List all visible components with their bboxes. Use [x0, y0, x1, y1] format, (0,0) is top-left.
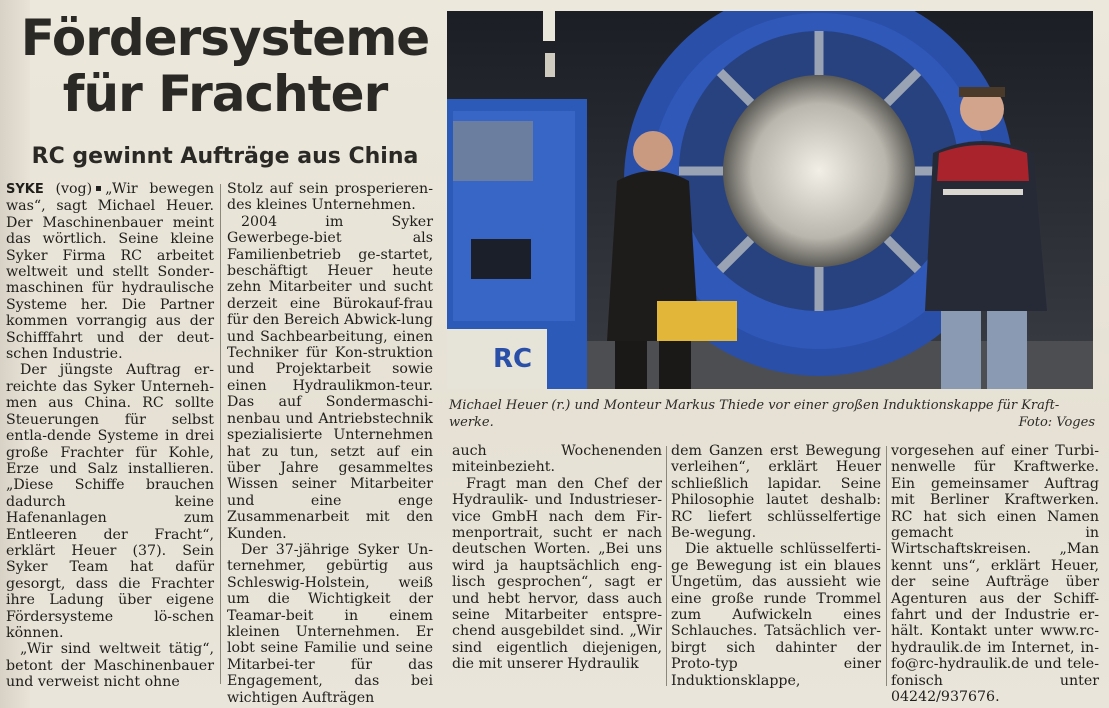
bullet-icon: [96, 186, 101, 191]
article-headline: [10, 10, 440, 122]
dateline: SYKE: [6, 182, 44, 197]
column-rule: [220, 184, 221, 684]
paragraph: auch Wochenenden miteinbezieht.: [452, 443, 662, 476]
article-column-3: [452, 443, 662, 673]
column-rule: [886, 446, 887, 686]
rc-sign-text: RC: [493, 344, 533, 374]
photo-illustration: [447, 11, 1093, 389]
article-column-5: [891, 443, 1099, 706]
headline-line-1: Fördersysteme: [20, 9, 430, 67]
paragraph: Die aktuelle schlüsselferti-ge Bewegung ist ein blaues Ungetüm, das aussieht wie eine große runde Trommel zum Aufwickeln eines Schlauches. Tatsächlich ver-birgt sich dahinter der Proto-typ einer Induktionsklappe,: [671, 541, 881, 689]
article-column-4: [671, 443, 881, 689]
paragraph-text: „Wir bewegen was“, sagt Michael Heuer. Der Maschinenbauer meint das wörtlich. Seine kleine Syker Firma RC arbeitet weltweit und stellt Sonder-maschinen für hydraulische Systeme her. Die Partner kommen vorrangig aus der Schifffahrt und der deut-schen Industrie.: [6, 181, 215, 363]
paragraph: dem Ganzen erst Bewegung verleihen“, erklärt Heuer schließlich lapidar. Seine Philosophie lautet deshalb: RC liefert schlüsselfertige Be-wegung.: [671, 443, 881, 542]
paragraph: vorgesehen auf einer Turbi-nenwelle für Kraftwerke. Ein gemeinsamer Auftrag mit Berliner Kraftwerken. RC hat sich einen Namen gemacht in Wirtschaftskreisen. „Man kennt uns“, erklärt Heuer, der seine Aufträge über Agenturen aus der Schiff-fahrt und der Industrie er-hält. Kontakt unter www.rc-hydraulik.de im Internet, in-fo@rc-hydraulik.de und tele-fonisch unter 04242/937676.: [891, 443, 1099, 706]
photo-caption: [449, 397, 1095, 431]
article-column-1: [6, 181, 214, 691]
photo-credit: Foto: Voges: [1018, 415, 1095, 430]
paragraph: Fragt man den Chef der Hydraulik- und Industrieser-vice GmbH nach dem Fir-menportrait, sucht er nach deutschen Worten. „Bei uns wird ja hauptsächlich eng-lisch gesprochen“, sagt er und hebt hervor, dass auch seine Mitarbeiter entspre-chend ausgebildet sind. „Wir sind eigentlich diejenigen, die mit unserer Hydraulik: [452, 475, 662, 673]
paragraph: „Wir sind weltweit tätig“, betont der Maschinenbauer und verweist nicht ohne: [6, 641, 214, 691]
article-photo: [447, 11, 1093, 389]
article-subhead: RC gewinnt Aufträge aus China: [31, 144, 419, 169]
article-column-2: [227, 181, 433, 706]
caption-text: Michael Heuer (r.) und Monteur Markus Thiede vor einer großen Induktionskappe für Kraft-werke.: [449, 398, 1060, 430]
paragraph: 2004 im Syker Gewerbege-biet als Familienbetrieb ge-startet, beschäftigt Heuer heute zehn Mitarbeiter und sucht derzeit eine Bürokauf-frau für den Bereich Abwick-lung und Sachbearbeitung, einen Techniker für Kon-struktion und Projektarbeit sowie einen Hydraulikmon-teur. Das auf Sondermaschi-nenbau und Antriebstechnik spezialisierte Unternehmen hat zu tun, setzt auf ein über Jahre gesammeltes Wissen seiner Mitarbeiter und eine enge Zusammenarbeit mit den Kunden.: [227, 213, 433, 542]
byline: (vog): [55, 181, 93, 197]
headline-line-2: für Frachter: [62, 65, 388, 123]
column-rule: [666, 446, 667, 686]
paragraph: Der 37-jährige Syker Un-ternehmer, gebürtig aus Schleswig-Holstein, weiß um die Wichtigkeit der Teamar-beit in einem kleinen Unternehmen. Er lobt seine Familie und seine Mitarbei-ter für das Engagement, das bei wichtigen Aufträgen: [227, 541, 433, 706]
paragraph: Stolz auf sein prosperieren-des kleines Unternehmen.: [227, 181, 433, 214]
paragraph: Der jüngste Auftrag er-reichte das Syker Unterneh-men aus China. RC sollte Steuerungen für selbst entla-dende Systeme in drei große Frachter für Kohle, Erze und Salz installieren. „Diese Schiffe brauchen dadurch keine Hafenanlagen zum Entleeren der Fracht“, erklärt Heuer (37). Sein Syker Team hat dafür gesorgt, dass die Frachter ihre Ladung über eigene Fördersysteme lö-schen können.: [6, 362, 214, 641]
lead-paragraph: [6, 181, 214, 362]
